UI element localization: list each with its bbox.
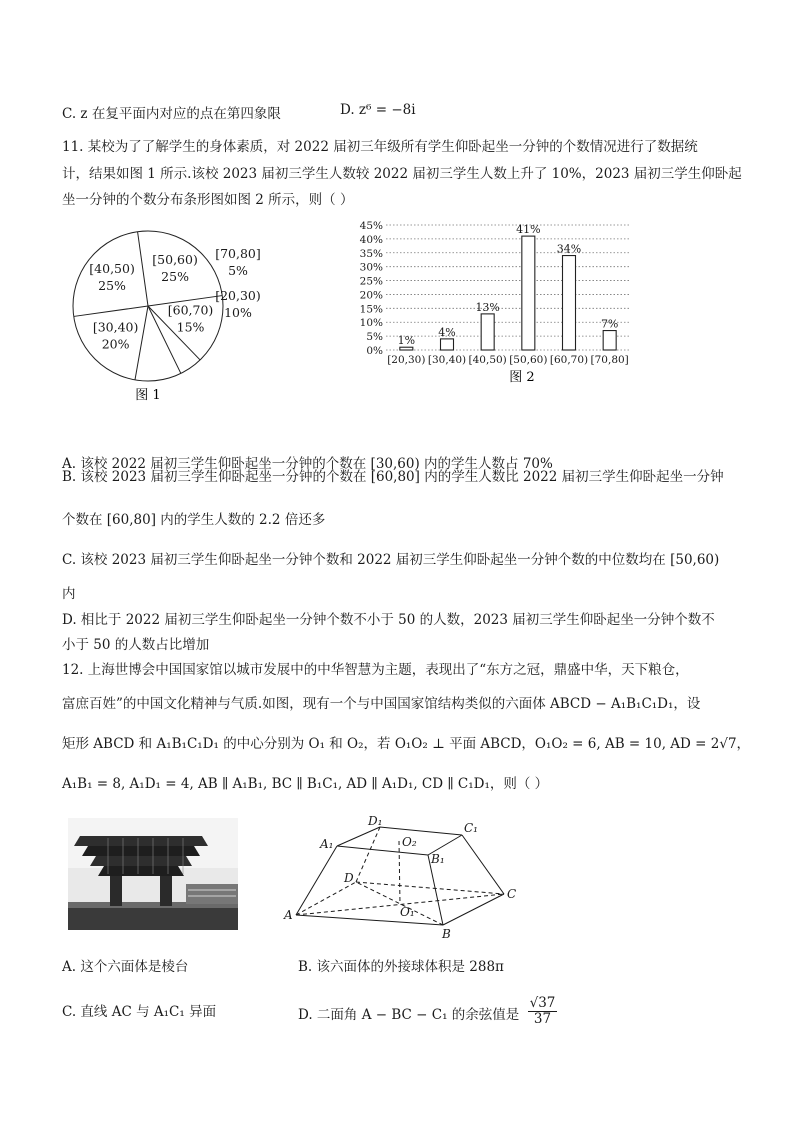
figure1-caption: 图 1 [135,388,161,403]
bar-category-label: [60,70) [549,354,589,366]
q12-option-b: B. 该六面体的外接球体积是 288π [298,959,504,975]
q11-option-b-line1: B. 该校 2023 届初三学生仰卧起坐一分钟的个数在 [60,80] 内的学生人数比 2022 届初三学生仰卧起坐一分钟 [62,469,724,485]
pie-slice-boundary [74,306,148,316]
fraction-numerator: √37 [529,995,556,1011]
q11-option-d-line2: 小于 50 的人数占比增加 [62,637,210,653]
pie-slice-value: 15% [176,319,205,335]
pie-slice-value: 25% [161,269,189,285]
pie-slice-value: 20% [101,336,130,352]
bar-value-label: 7% [600,317,619,331]
label-o2: O₂ [402,835,417,849]
pie-slice-value: 5% [228,263,248,278]
q11-option-c-line1: C. 该校 2023 届初三学生仰卧起坐一分钟个数和 2022 届初三学生仰卧起坐一分钟个数的中位数均在 [50,60) [62,552,720,568]
q12-stem-line3: 矩形 ABCD 和 A₁B₁C₁D₁ 的中心分别为 O₁ 和 O₂，若 O₁O₂ ⊥ 平面 ABCD，O₁O₂ = 6, AB = 10, AD = 2√7， [62,736,751,752]
figure1-pie-chart [60,218,280,408]
q10-option-c: C. z 在复平面内对应的点在第四象限 [62,106,281,122]
q12-stem-line1: 12. 上海世博会中国国家馆以城市发展中的中华智慧为主题，表现出了“东方之冠，鼎盛中华，天下粮仓， [62,662,689,678]
bar [481,314,494,350]
q11-stem-line3: 坐一分钟的个数分布条形图如图 2 所示，则（ ） [62,192,354,208]
label-d1: D₁ [368,814,383,828]
q12-option-d-text: D. 二面角 A − BC − C₁ 的余弦值是 [298,1006,520,1023]
bar-category-label: [50,60) [509,354,548,366]
label-b: B [442,927,451,941]
hexahedron-diagram [282,812,532,942]
bar-ytick-label: 40% [359,233,383,246]
pie-slice-category: [20,30) [215,288,261,303]
pie-slice-value: 10% [224,305,252,320]
pie-slice-category: [30,40) [92,319,139,335]
pie-slice-boundary [138,232,148,306]
bar-category-label: [30,40) [427,354,467,366]
figure2-caption: 图 2 [509,370,535,385]
bar [441,339,454,350]
bar [522,236,535,350]
fraction [528,996,558,1027]
label-o1: O₁ [400,905,415,919]
pie-slice-category: [60,70) [167,302,214,318]
pie-slice-category: [70,80] [215,246,261,261]
q10-option-d: D. z⁶ = −8i [340,102,416,118]
q11-option-c-line2: 内 [62,586,76,602]
bar-ytick-label: 20% [359,289,383,302]
bar-ytick-label: 15% [359,303,383,316]
q12-option-c: C. 直线 AC 与 A₁C₁ 异面 [62,1004,217,1020]
bar-ytick-label: 10% [359,317,383,330]
q11-stem-line1: 11. 某校为了了解学生的身体素质，对 2022 届初三年级所有学生仰卧起坐一分钟的个数情况进行了数据统 [62,139,698,155]
bar [400,347,413,350]
bar [603,331,616,350]
label-d: D [344,871,354,885]
pie-slice-boundary [135,306,148,380]
label-c1: C₁ [464,821,478,835]
fraction-denominator: 37 [533,1010,552,1027]
bar-ytick-label: 35% [359,247,383,260]
bar-ytick-label: 30% [359,261,383,274]
bar-category-label: [20,30) [387,354,426,366]
bar-ytick-label: 0% [366,345,383,357]
pie-slice-category: [40,50) [89,260,135,276]
q12-option-d [298,995,557,1031]
q12-option-a: A. 这个六面体是棱台 [62,959,189,975]
bar-category-label: [40,50) [468,354,507,366]
figure2-bar-chart [350,215,640,385]
pie-slice-category: [50,60) [152,252,198,268]
bar-value-label: 1% [397,334,416,348]
label-a: A [284,908,293,922]
bar-ytick-label: 5% [366,331,383,344]
bar [563,256,576,350]
bar-category-label: [70,80] [590,354,629,366]
label-c: C [507,887,517,901]
q11-option-a: A. 该校 2022 届初三学生仰卧起坐一分钟的个数在 [30,60) 内的学生人数占 70% [62,456,553,472]
bar-ytick-label: 25% [359,275,383,288]
q11-stem-line2: 计，结果如图 1 所示.该校 2023 届初三学生人数较 2022 届初三学生人数上升了 10%，2023 届初三学生仰卧起 [62,166,742,182]
q11-option-d-line1: D. 相比于 2022 届初三学生仰卧起坐一分钟个数不小于 50 的人数，2023 届初三学生仰卧起坐一分钟个数不 [62,612,715,628]
bar-value-label: 34% [556,242,582,256]
bar-value-label: 13% [475,300,500,314]
q12-stem-line4: A₁B₁ = 8, A₁D₁ = 4, AB ∥ A₁B₁, BC ∥ B₁C₁, AD ∥ A₁D₁, CD ∥ C₁D₁，则（ ） [62,776,549,792]
label-a1: A₁ [320,837,334,851]
bar-ytick-label: 45% [359,220,383,232]
bar-value-label: 41% [516,223,541,237]
q11-option-b-line2: 个数在 [60,80] 内的学生人数的 2.2 倍还多 [62,512,326,528]
pie-slice-value: 25% [98,277,126,293]
label-b1: B₁ [431,852,445,866]
q12-stem-line2: 富庶百姓”的中国文化精神与气质.如图，现有一个与中国国家馆结构类似的六面体 ABCD − A₁B₁C₁D₁，设 [62,696,701,712]
bar-value-label: 4% [438,325,456,339]
china-pavilion-photo [68,818,238,930]
